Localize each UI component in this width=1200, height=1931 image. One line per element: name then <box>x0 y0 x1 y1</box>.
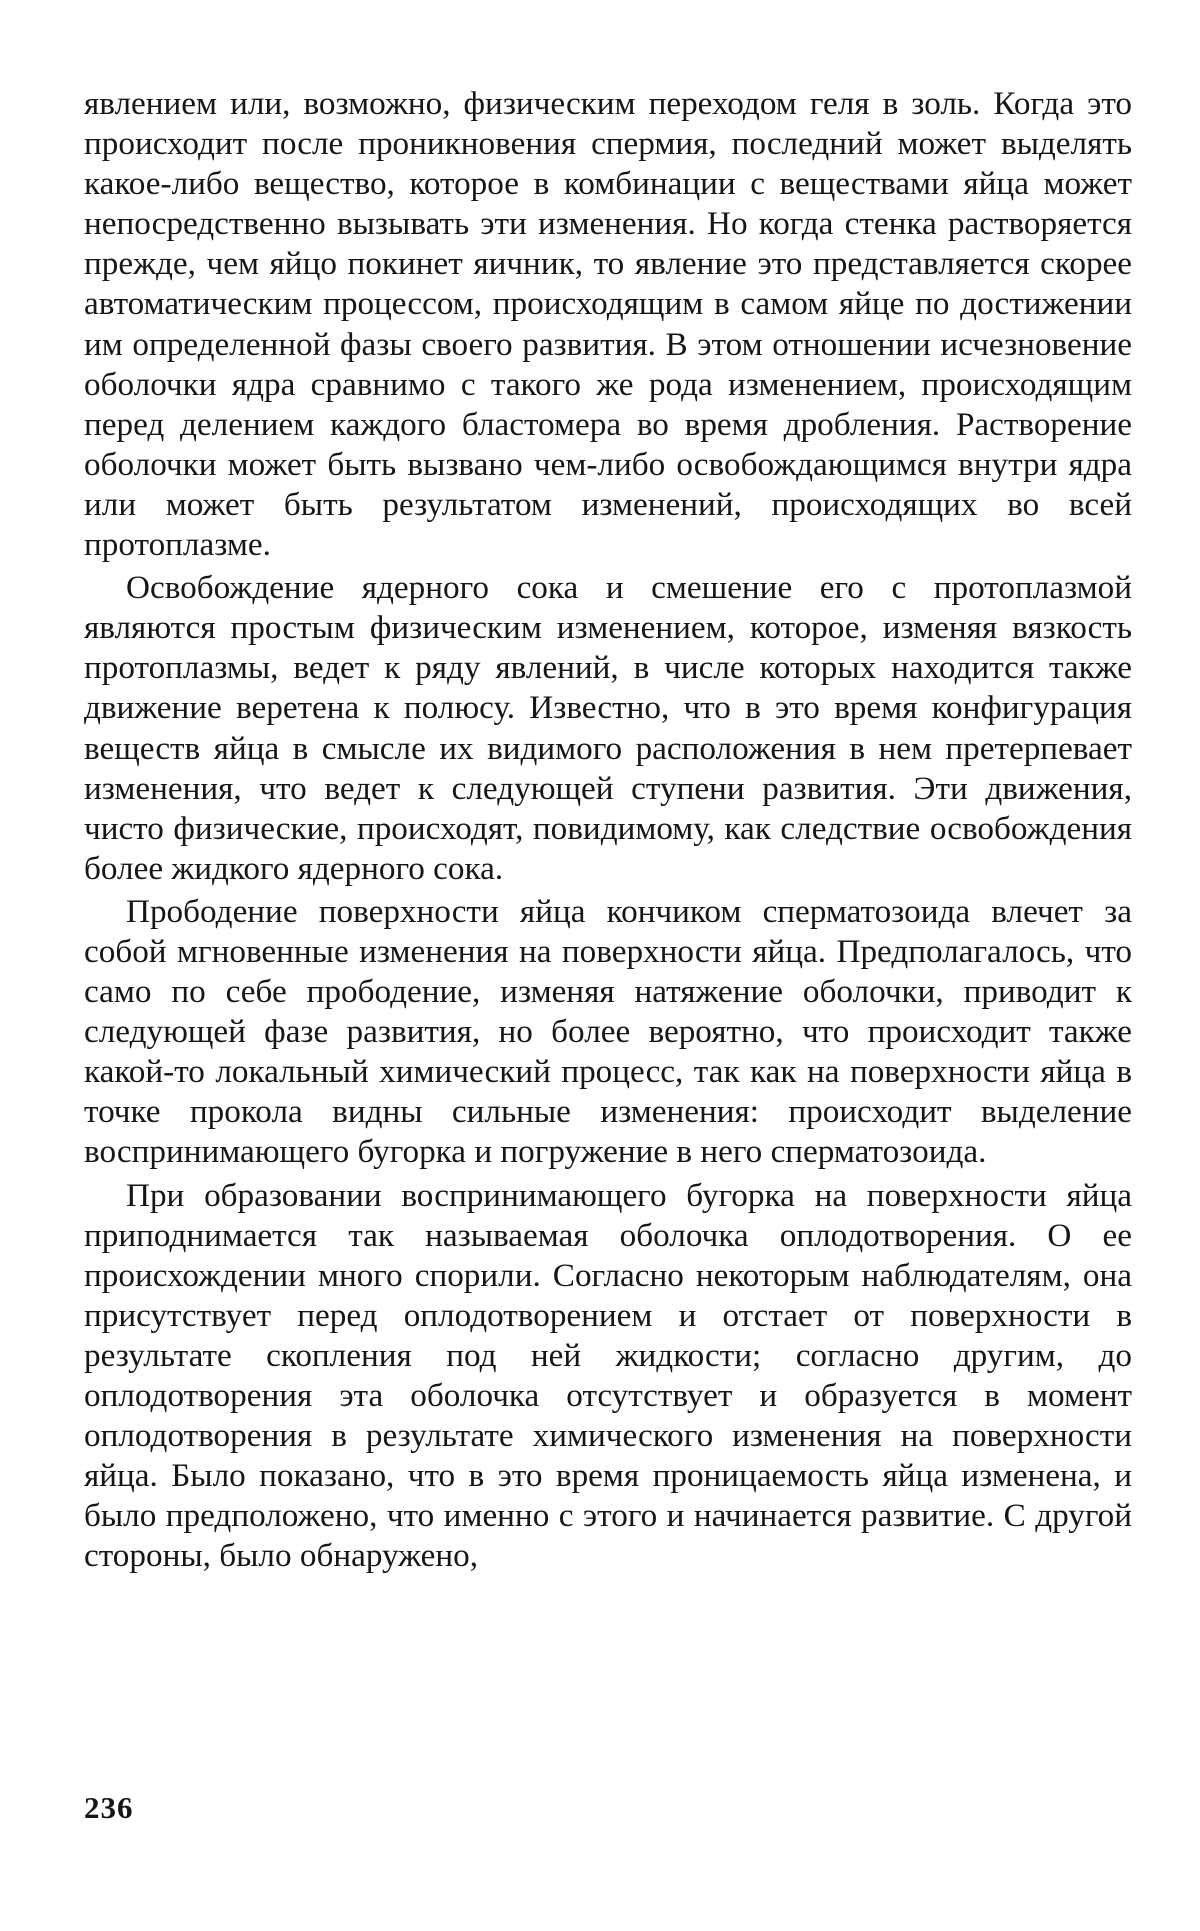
paragraph: Прободение поверхности яйца кончиком сперматозоида влечет за собой мгновенные изменения на поверхности яйца. Предполагалось, что само по себе прободение, изменяя натяжение оболочки, приводит к следующей фазе развития, но более вероятно, что происходит также какой-то локальный химический процесс, так как на поверхности яйца в точке прокола видны сильные изменения: происходит выделение воспринимающего бугорка и погружение в него сперматозоида. <box>84 892 1132 1171</box>
page-text-column <box>84 84 1132 1576</box>
paragraph: Освобождение ядерного сока и смешение его с протоплазмой являются простым физическим изменением, которое, изменяя вязкость протоплазмы, ведет к ряду явлений, в числе которых находится также движение веретена к полюсу. Известно, что в это время конфигурация веществ яйца в смысле их видимого расположения в нем претерпевает изменения, что ведет к следующей ступени развития. Эти движения, чисто физические, происходят, повидимому, как следствие освобождения более жидкого ядерного сока. <box>84 569 1132 887</box>
paragraph: При образовании воспринимающего бугорка на поверхности яйца приподнимается так называемая оболочка оплодотворения. О ее происхождении много спорили. Согласно некоторым наблюдателям, она присутствует перед оплодотворением и отстает от поверхности в результате скопления под ней жидкости; согласно другим, до оплодотворения эта оболочка отсутствует и образуется в момент оплодотворения в результате химического изменения на поверхности яйца. Было показано, что в это время проницаемость яйца изменена, и было предположено, что именно с этого и начинается развитие. С другой стороны, было обнаружено, <box>84 1176 1132 1575</box>
page-number: 236 <box>84 1790 134 1825</box>
paragraph: явлением или, возможно, физическим переходом геля в золь. Когда это происходит после проникновения спермия, последний может выделять какое-либо вещество, которое в комбинации с веществами яйца может непосредственно вызывать эти изменения. Но когда стенка растворяется прежде, чем яйцо покинет яичник, то явление это представляется скорее автоматическим процессом, происходящим в самом яйце по достижении им определенной фазы своего развития. В этом отношении исчезновение оболочки ядра сравнимо с такого же рода изменением, происходящим перед делением каждого бластомера во время дробления. Растворение оболочки может быть вызвано чем-либо освобождающимся внутри ядра или может быть результатом изменений, происходящих во всей протоплазме. <box>84 85 1132 564</box>
